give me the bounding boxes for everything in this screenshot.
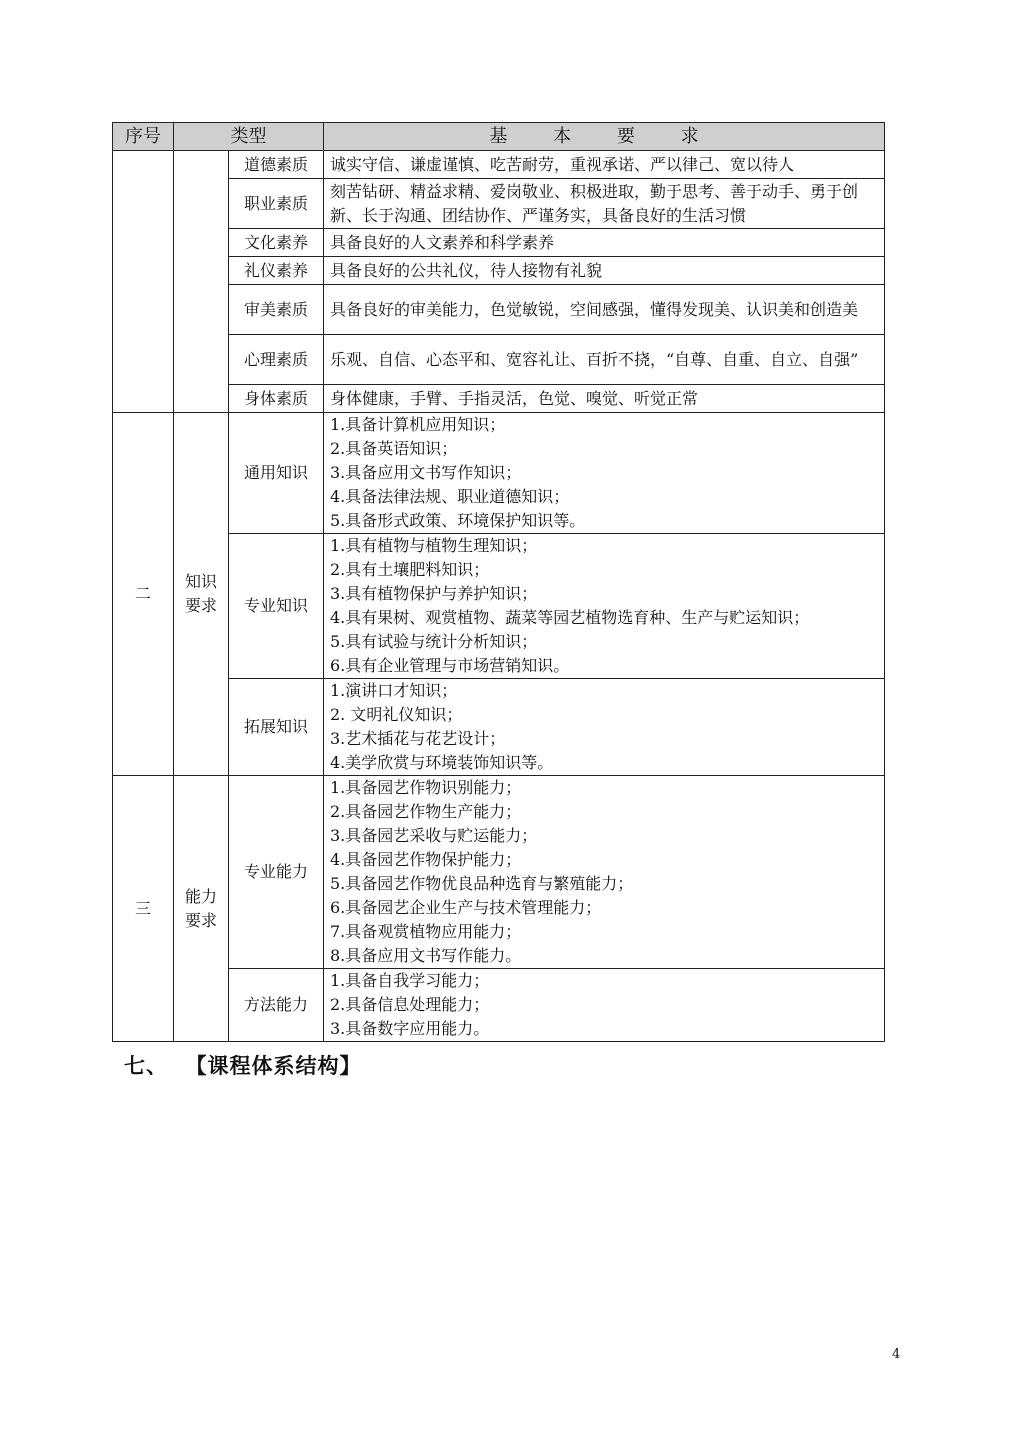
requirement-item: 3.具有植物保护与养护知识； [330, 584, 538, 603]
row-type: 职业素质 [229, 179, 324, 229]
table-header-row [113, 123, 885, 151]
requirement-item: 具备良好的公共礼仪，待人接物有礼貌 [330, 260, 603, 280]
requirement-item: 2.具备园艺作物生产能力； [330, 802, 522, 821]
table-row [113, 679, 885, 776]
section-heading [124, 1050, 362, 1080]
requirement-item: 6.具备园艺企业生产与技术管理能力； [330, 898, 602, 917]
requirement-item: 4.具有果树、观赏植物、蔬菜等园艺植物选育种、生产与贮运知识； [330, 608, 810, 627]
requirement-item: 4.具备园艺作物保护能力； [330, 850, 522, 869]
requirement-item: 具备良好的审美能力，色觉敏锐，空间感强，懂得发现美、认识美和创造美 [330, 299, 859, 319]
header-no: 序号 [113, 123, 174, 151]
requirement-item: 2.具有土壤肥料知识； [330, 560, 490, 579]
table-row [113, 151, 885, 179]
row-requirements [324, 257, 885, 285]
requirement-item: 具备良好的人文素养和科学素养 [330, 232, 555, 252]
requirement-item: 1.具有植物与植物生理知识； [330, 536, 538, 555]
row-type: 身体素质 [229, 385, 324, 413]
row-requirements [324, 776, 885, 969]
row-type: 礼仪素养 [229, 257, 324, 285]
section-number: 七、 [124, 1054, 168, 1078]
row-requirements [324, 285, 885, 335]
row-type: 通用知识 [229, 413, 324, 534]
section-title: 【课程体系结构】 [196, 1054, 362, 1078]
row-requirements [324, 679, 885, 776]
requirement-item: 7.具备观赏植物应用能力； [330, 922, 522, 941]
group-category [174, 151, 229, 413]
table-row [113, 335, 885, 385]
requirement-item: 身体健康，手臂、手指灵活，色觉、嗅觉、听觉正常 [330, 388, 699, 408]
group-number [113, 151, 174, 413]
table-row [113, 257, 885, 285]
row-type: 文化素养 [229, 229, 324, 257]
requirement-item: 3.具备数字应用能力。 [330, 1019, 490, 1038]
row-type: 心理素质 [229, 335, 324, 385]
requirement-item: 2.具备信息处理能力； [330, 995, 490, 1014]
requirement-item: 1.具备自我学习能力； [330, 971, 490, 990]
requirement-item: 6.具有企业管理与市场营销知识。 [330, 656, 570, 675]
group-category: 能力要求 [174, 776, 229, 1042]
row-type: 专业能力 [229, 776, 324, 969]
row-type: 拓展知识 [229, 679, 324, 776]
requirement-item: 5.具有试验与统计分析知识； [330, 632, 538, 651]
requirement-item: 3.艺术插花与花艺设计； [330, 729, 506, 748]
row-requirements [324, 151, 885, 179]
row-requirements [324, 179, 885, 229]
table-row [113, 969, 885, 1042]
table-row [113, 413, 885, 534]
row-type: 专业知识 [229, 534, 324, 679]
row-requirements [324, 385, 885, 413]
requirement-item: 4.美学欣赏与环境装饰知识等。 [330, 753, 554, 772]
header-type: 类型 [174, 123, 324, 151]
table-row [113, 285, 885, 335]
requirement-item: 乐观、自信、心态平和、宽容礼让、百折不挠，“自尊、自重、自立、自强” [330, 349, 859, 369]
requirements-table [112, 122, 885, 1042]
requirement-item: 2.具备英语知识； [330, 439, 458, 458]
table-row [113, 179, 885, 229]
requirement-item: 8.具备应用文书写作能力。 [330, 946, 522, 965]
table-row [113, 229, 885, 257]
group-category: 知识要求 [174, 413, 229, 776]
row-requirements [324, 335, 885, 385]
requirement-item: 2. 文明礼仪知识； [330, 705, 463, 724]
requirement-item: 5.具备园艺作物优良品种选育与繁殖能力； [330, 874, 634, 893]
row-requirements [324, 229, 885, 257]
requirement-item: 3.具备应用文书写作知识； [330, 463, 522, 482]
header-basic-requirements: 基 本 要 求 [324, 123, 885, 151]
requirement-item: 3.具备园艺采收与贮运能力； [330, 826, 538, 845]
table-row [113, 534, 885, 679]
row-requirements [324, 969, 885, 1042]
row-requirements [324, 534, 885, 679]
row-type: 审美素质 [229, 285, 324, 335]
requirement-item: 1.演讲口才知识； [330, 681, 458, 700]
requirement-item: 刻苦钻研、精益求精、爱岗敬业、积极进取，勤于思考、善于动手、勇于创新、长于沟通、团结协作、严谨务实，具备良好的生活习惯 [330, 181, 859, 225]
table-row [113, 776, 885, 969]
group-number: 二 [113, 413, 174, 776]
page-number: 4 [892, 1347, 901, 1362]
requirement-item: 1.具备园艺作物识别能力； [330, 778, 522, 797]
requirement-item: 1.具备计算机应用知识； [330, 415, 506, 434]
requirement-item: 5.具备形式政策、环境保护知识等。 [330, 511, 586, 530]
row-requirements [324, 413, 885, 534]
table-row [113, 385, 885, 413]
row-type: 道德素质 [229, 151, 324, 179]
row-type: 方法能力 [229, 969, 324, 1042]
group-number: 三 [113, 776, 174, 1042]
requirement-item: 4.具备法律法规、职业道德知识； [330, 487, 570, 506]
requirement-item: 诚实守信、谦虚谨慎、吃苦耐劳，重视承诺、严以律己、宽以待人 [330, 154, 795, 174]
